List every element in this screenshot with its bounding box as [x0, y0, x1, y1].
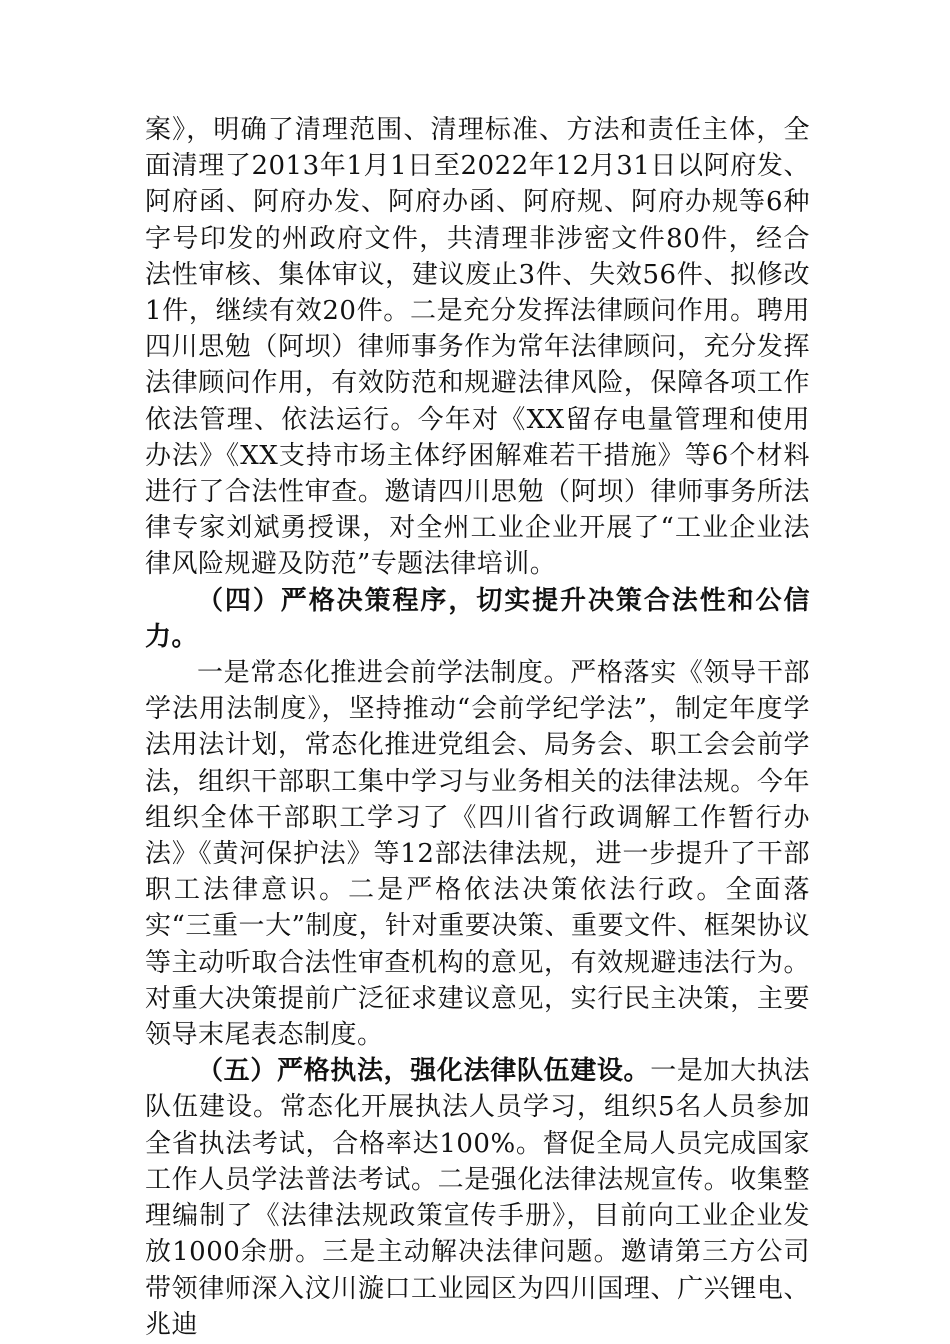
section-five-paragraph [145, 1053, 810, 1343]
heading-text: （四）严格决策程序，切实提升决策合法性和公信力。 [145, 585, 810, 652]
paragraph-continuation [145, 112, 810, 583]
document-body [145, 112, 810, 1343]
heading-text: （五）严格执法，强化法律队伍建设。 [197, 1056, 651, 1087]
section-heading-four [145, 583, 810, 655]
paragraph-text: 一是加大执法队伍建设。常态化开展执法人员学习，组织5名人员参加全省执法考试，合格率达100%。督促全局人员完成国家工作人员学法普法考试。二是强化法律法规宣传。收集整理编制了《法律法规政策宣传手册》，目前向工业企业发放1000余册。三是主动解决法律问题。邀请第三方公司带领律师深入汶川漩口工业园区为四川国理、广兴锂电、兆迪 [145, 1056, 810, 1340]
paragraph-text: 案》，明确了清理范围、清理标准、方法和责任主体，全面清理了2013年1月1日至2022年12月31日以阿府发、阿府函、阿府办发、阿府办函、阿府规、阿府办规等6种字号印发的州政府文件，共清理非涉密文件80件，经合法性审核、集体审议，建议废止3件、失效56件、拟修改1件，继续有效20件。二是充分发挥法律顾问作用。聘用四川思勉（阿坝）律师事务作为常年法律顾问，充分发挥法律顾问作用，有效防范和规避法律风险，保障各项工作依法管理、依法运行。今年对《XX留存电量管理和使用办法》《XX支持市场主体纾困解难若干措施》等6个材料进行了合法性审查。邀请四川思勉（阿坝）律师事务所法律专家刘斌勇授课，对全州工业企业开展了“工业企业法律风险规避及防范”专题法律培训。 [145, 115, 810, 580]
paragraph-decision [145, 655, 810, 1053]
paragraph-text: 一是常态化推进会前学法制度。严格落实《领导干部学法用法制度》，坚持推动“会前学纪学法”，制定年度学法用法计划，常态化推进党组会、局务会、职工会会前学法，组织干部职工集中学习与业务相关的法律法规。今年组织全体干部职工学习了《四川省行政调解工作暂行办法》《黄河保护法》等12部法律法规，进一步提升了干部职工法律意识。二是严格依法决策依法行政。全面落实“三重一大”制度，针对重要决策、重要文件、框架协议等主动听取合法性审查机构的意见，有效规避违法行为。对重大决策提前广泛征求建议意见，实行民主决策，主要领导末尾表态制度。 [145, 658, 810, 1051]
